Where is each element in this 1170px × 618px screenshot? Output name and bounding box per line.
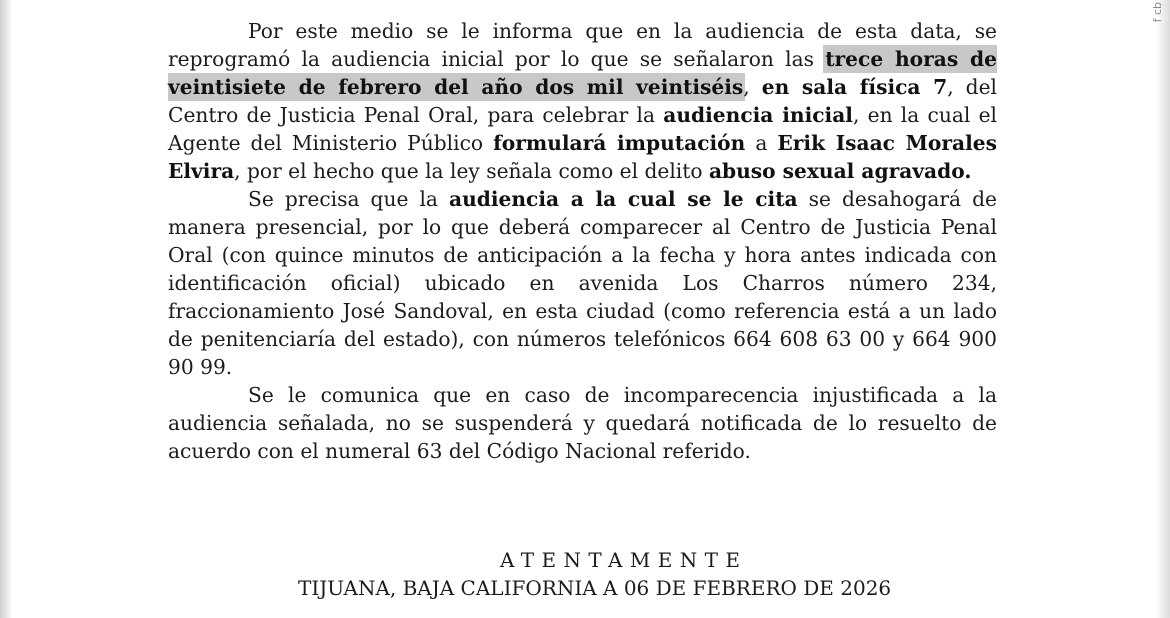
p2-text-2: se desahogará de manera presencial, por lo que deberá comparecer al Centro de Justicia Penal Oral (con quince minutos de anticipación a la fecha y hora antes indicada con identificación oficial) ubicado en avenida Los Charros número 234, fraccionamiento José Sandoval, en esta ciudad (como referencia está a un lado de penitenciaría del estado), con números telefónicos 664 608 63 00 y 664 900 90 99. bbox=[168, 187, 997, 379]
p1-hearing-date: trece horas de veintisiete de febrero del año dos mil veintiséis bbox=[168, 47, 997, 99]
paragraph-warning bbox=[168, 381, 997, 465]
p1-hearing-type: audiencia inicial bbox=[663, 103, 853, 127]
p2-hearing-ref: audiencia a la cual se le cita bbox=[448, 187, 798, 211]
p2-text-1: Se precisa que la bbox=[248, 187, 449, 211]
page-right-edge bbox=[1156, 0, 1170, 618]
p1-text-6: , por el hecho que la ley señala como el delito bbox=[234, 159, 709, 183]
margin-mark: f cb bbox=[1151, 2, 1164, 23]
p1-text-1: Por este medio se le informa que en la audiencia de esta data, se reprogramó la audiencia inicial por lo que se señalaron las bbox=[168, 19, 997, 71]
p1-text-5: a bbox=[745, 131, 778, 155]
page-left-edge bbox=[0, 0, 12, 618]
p3-text-1: Se le comunica que en caso de incomparecencia injustificada a la audiencia señalada, no se suspenderá y quedará notificada de lo resuelto de acuerdo con el numeral 63 del Código Nacional referido. bbox=[168, 383, 997, 463]
p1-person-name: Erik Isaac Morales Elvira bbox=[168, 131, 997, 183]
p1-action: formulará imputación bbox=[493, 131, 746, 155]
closing-place-date: TIJUANA, BAJA CALIFORNIA A 06 DE FEBRERO DE 2026 bbox=[298, 576, 892, 600]
p1-courtroom: en sala física 7 bbox=[761, 75, 948, 99]
p1-text-2: , bbox=[743, 75, 762, 99]
closing-salutation: ATENTAMENTE bbox=[500, 548, 748, 572]
paragraph-attendance bbox=[168, 185, 997, 381]
document-body bbox=[168, 17, 997, 465]
p1-text-4: , en la cual el Agente del Ministerio Público bbox=[168, 103, 997, 155]
paragraph-hearing-notice bbox=[168, 17, 997, 185]
p1-text-3: , del Centro de Justicia Penal Oral, para celebrar la bbox=[168, 75, 997, 127]
p1-offense: abuso sexual agravado. bbox=[708, 159, 972, 183]
